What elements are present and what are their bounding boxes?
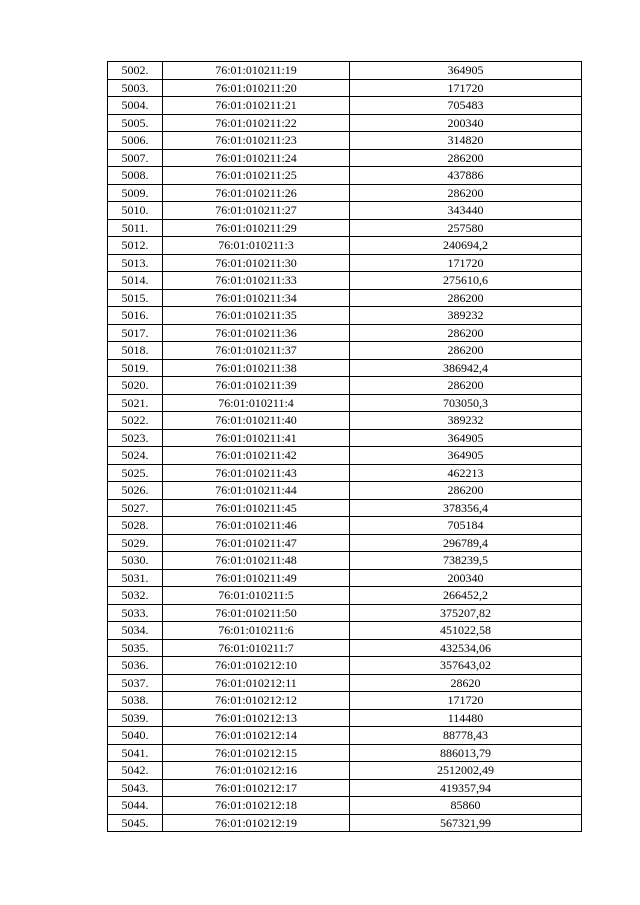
row-number-cell: 5030.	[108, 552, 163, 570]
value-cell: 171720	[350, 79, 582, 97]
value-cell: 378356,4	[350, 499, 582, 517]
value-cell: 286200	[350, 289, 582, 307]
cadastral-number-cell: 76:01:010211:4	[163, 394, 350, 412]
table-row	[108, 254, 582, 272]
cadastral-number-cell: 76:01:010211:40	[163, 412, 350, 430]
row-number-cell: 5019.	[108, 359, 163, 377]
value-cell: 286200	[350, 324, 582, 342]
cadastral-number-cell: 76:01:010211:46	[163, 517, 350, 535]
cadastral-number-cell: 76:01:010211:27	[163, 202, 350, 220]
row-number-cell: 5031.	[108, 569, 163, 587]
value-cell: 705184	[350, 517, 582, 535]
table-row	[108, 342, 582, 360]
cadastral-number-cell: 76:01:010212:14	[163, 727, 350, 745]
cadastral-number-cell: 76:01:010212:16	[163, 762, 350, 780]
table-row	[108, 429, 582, 447]
value-cell: 296789,4	[350, 534, 582, 552]
value-cell: 266452,2	[350, 587, 582, 605]
value-cell: 28620	[350, 674, 582, 692]
cadastral-value-table	[107, 61, 582, 832]
row-number-cell: 5028.	[108, 517, 163, 535]
value-cell: 171720	[350, 692, 582, 710]
cadastral-number-cell: 76:01:010211:5	[163, 587, 350, 605]
cadastral-number-cell: 76:01:010211:25	[163, 167, 350, 185]
value-cell: 240694,2	[350, 237, 582, 255]
table-row	[108, 639, 582, 657]
row-number-cell: 5032.	[108, 587, 163, 605]
value-cell: 432534,06	[350, 639, 582, 657]
value-cell: 386942,4	[350, 359, 582, 377]
table-row	[108, 534, 582, 552]
cadastral-number-cell: 76:01:010212:18	[163, 797, 350, 815]
table-row	[108, 552, 582, 570]
table-row	[108, 184, 582, 202]
table-row	[108, 814, 582, 832]
value-cell: 2512002,49	[350, 762, 582, 780]
cadastral-number-cell: 76:01:010211:47	[163, 534, 350, 552]
cadastral-number-cell: 76:01:010211:19	[163, 62, 350, 80]
row-number-cell: 5045.	[108, 814, 163, 832]
cadastral-number-cell: 76:01:010211:44	[163, 482, 350, 500]
table-row	[108, 359, 582, 377]
row-number-cell: 5037.	[108, 674, 163, 692]
row-number-cell: 5008.	[108, 167, 163, 185]
row-number-cell: 5013.	[108, 254, 163, 272]
value-cell: 257580	[350, 219, 582, 237]
table-row	[108, 517, 582, 535]
row-number-cell: 5035.	[108, 639, 163, 657]
cadastral-number-cell: 76:01:010211:42	[163, 447, 350, 465]
table-row	[108, 709, 582, 727]
cadastral-number-cell: 76:01:010211:41	[163, 429, 350, 447]
cadastral-number-cell: 76:01:010211:38	[163, 359, 350, 377]
row-number-cell: 5015.	[108, 289, 163, 307]
cadastral-number-cell: 76:01:010211:26	[163, 184, 350, 202]
value-cell: 389232	[350, 307, 582, 325]
value-cell: 364905	[350, 62, 582, 80]
value-cell: 88778,43	[350, 727, 582, 745]
row-number-cell: 5007.	[108, 149, 163, 167]
table-row	[108, 499, 582, 517]
table-row	[108, 797, 582, 815]
table-row	[108, 779, 582, 797]
value-cell: 364905	[350, 429, 582, 447]
value-cell: 200340	[350, 114, 582, 132]
table-row	[108, 62, 582, 80]
value-cell: 375207,82	[350, 604, 582, 622]
row-number-cell: 5010.	[108, 202, 163, 220]
cadastral-number-cell: 76:01:010211:33	[163, 272, 350, 290]
cadastral-number-cell: 76:01:010212:19	[163, 814, 350, 832]
row-number-cell: 5003.	[108, 79, 163, 97]
value-cell: 85860	[350, 797, 582, 815]
table-row	[108, 219, 582, 237]
cadastral-number-cell: 76:01:010211:29	[163, 219, 350, 237]
table-row	[108, 674, 582, 692]
cadastral-number-cell: 76:01:010212:13	[163, 709, 350, 727]
table-row	[108, 202, 582, 220]
cadastral-number-cell: 76:01:010212:15	[163, 744, 350, 762]
table-row	[108, 622, 582, 640]
cadastral-number-cell: 76:01:010211:37	[163, 342, 350, 360]
table-row	[108, 79, 582, 97]
row-number-cell: 5041.	[108, 744, 163, 762]
cadastral-number-cell: 76:01:010212:10	[163, 657, 350, 675]
value-cell: 314820	[350, 132, 582, 150]
table-row	[108, 692, 582, 710]
row-number-cell: 5021.	[108, 394, 163, 412]
row-number-cell: 5011.	[108, 219, 163, 237]
row-number-cell: 5023.	[108, 429, 163, 447]
table-row	[108, 744, 582, 762]
row-number-cell: 5004.	[108, 97, 163, 115]
value-cell: 171720	[350, 254, 582, 272]
row-number-cell: 5018.	[108, 342, 163, 360]
cadastral-number-cell: 76:01:010211:24	[163, 149, 350, 167]
table-row	[108, 604, 582, 622]
table-row	[108, 289, 582, 307]
cadastral-number-cell: 76:01:010212:17	[163, 779, 350, 797]
table-body	[108, 62, 582, 832]
table-row	[108, 307, 582, 325]
row-number-cell: 5033.	[108, 604, 163, 622]
table-row	[108, 114, 582, 132]
value-cell: 703050,3	[350, 394, 582, 412]
value-cell: 389232	[350, 412, 582, 430]
cadastral-number-cell: 76:01:010211:43	[163, 464, 350, 482]
table-row	[108, 587, 582, 605]
cadastral-number-cell: 76:01:010212:12	[163, 692, 350, 710]
row-number-cell: 5038.	[108, 692, 163, 710]
cadastral-number-cell: 76:01:010211:21	[163, 97, 350, 115]
cadastral-number-cell: 76:01:010211:20	[163, 79, 350, 97]
table-row	[108, 394, 582, 412]
table-row	[108, 272, 582, 290]
row-number-cell: 5009.	[108, 184, 163, 202]
table-row	[108, 149, 582, 167]
table-row	[108, 657, 582, 675]
value-cell: 738239,5	[350, 552, 582, 570]
row-number-cell: 5040.	[108, 727, 163, 745]
cadastral-number-cell: 76:01:010211:7	[163, 639, 350, 657]
value-cell: 437886	[350, 167, 582, 185]
table-row	[108, 569, 582, 587]
cadastral-number-cell: 76:01:010211:3	[163, 237, 350, 255]
row-number-cell: 5012.	[108, 237, 163, 255]
value-cell: 705483	[350, 97, 582, 115]
row-number-cell: 5024.	[108, 447, 163, 465]
value-cell: 286200	[350, 377, 582, 395]
row-number-cell: 5006.	[108, 132, 163, 150]
cadastral-number-cell: 76:01:010211:49	[163, 569, 350, 587]
table-row	[108, 412, 582, 430]
table-row	[108, 464, 582, 482]
table-row	[108, 762, 582, 780]
cadastral-number-cell: 76:01:010211:23	[163, 132, 350, 150]
value-cell: 343440	[350, 202, 582, 220]
cadastral-number-cell: 76:01:010211:48	[163, 552, 350, 570]
row-number-cell: 5016.	[108, 307, 163, 325]
row-number-cell: 5043.	[108, 779, 163, 797]
table-row	[108, 482, 582, 500]
value-cell: 275610,6	[350, 272, 582, 290]
value-cell: 200340	[350, 569, 582, 587]
value-cell: 286200	[350, 149, 582, 167]
value-cell: 357643,02	[350, 657, 582, 675]
row-number-cell: 5005.	[108, 114, 163, 132]
row-number-cell: 5039.	[108, 709, 163, 727]
row-number-cell: 5027.	[108, 499, 163, 517]
row-number-cell: 5014.	[108, 272, 163, 290]
value-cell: 567321,99	[350, 814, 582, 832]
row-number-cell: 5044.	[108, 797, 163, 815]
value-cell: 419357,94	[350, 779, 582, 797]
value-cell: 286200	[350, 482, 582, 500]
table-row	[108, 237, 582, 255]
row-number-cell: 5026.	[108, 482, 163, 500]
value-cell: 114480	[350, 709, 582, 727]
table-row	[108, 97, 582, 115]
row-number-cell: 5034.	[108, 622, 163, 640]
row-number-cell: 5036.	[108, 657, 163, 675]
cadastral-number-cell: 76:01:010211:45	[163, 499, 350, 517]
cadastral-number-cell: 76:01:010211:30	[163, 254, 350, 272]
value-cell: 364905	[350, 447, 582, 465]
value-cell: 462213	[350, 464, 582, 482]
row-number-cell: 5022.	[108, 412, 163, 430]
row-number-cell: 5025.	[108, 464, 163, 482]
value-cell: 451022,58	[350, 622, 582, 640]
cadastral-number-cell: 76:01:010211:6	[163, 622, 350, 640]
cadastral-number-cell: 76:01:010211:36	[163, 324, 350, 342]
cadastral-number-cell: 76:01:010211:50	[163, 604, 350, 622]
table-row	[108, 447, 582, 465]
cadastral-number-cell: 76:01:010211:22	[163, 114, 350, 132]
row-number-cell: 5029.	[108, 534, 163, 552]
value-cell: 886013,79	[350, 744, 582, 762]
cadastral-number-cell: 76:01:010211:34	[163, 289, 350, 307]
table-row	[108, 167, 582, 185]
cadastral-number-cell: 76:01:010211:35	[163, 307, 350, 325]
table-row	[108, 377, 582, 395]
row-number-cell: 5020.	[108, 377, 163, 395]
row-number-cell: 5017.	[108, 324, 163, 342]
table-row	[108, 132, 582, 150]
cadastral-number-cell: 76:01:010212:11	[163, 674, 350, 692]
table-row	[108, 324, 582, 342]
row-number-cell: 5002.	[108, 62, 163, 80]
value-cell: 286200	[350, 184, 582, 202]
table-row	[108, 727, 582, 745]
row-number-cell: 5042.	[108, 762, 163, 780]
value-cell: 286200	[350, 342, 582, 360]
cadastral-number-cell: 76:01:010211:39	[163, 377, 350, 395]
